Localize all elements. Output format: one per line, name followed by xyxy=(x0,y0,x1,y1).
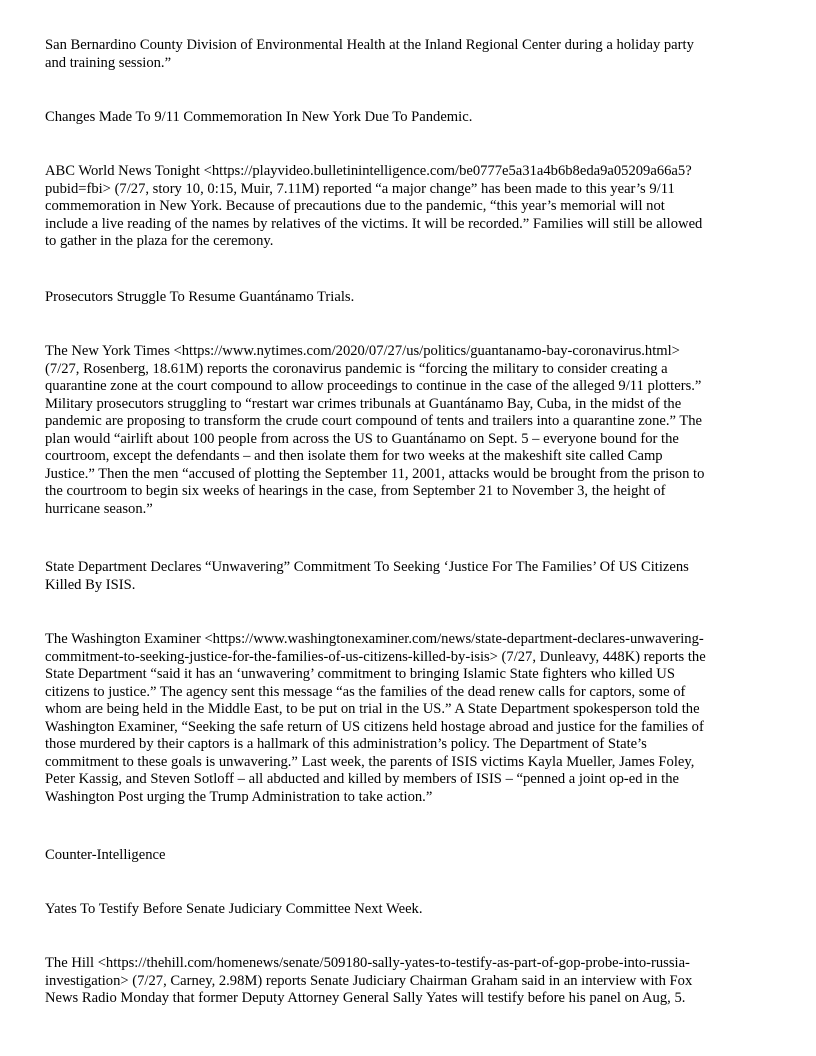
body-paragraph-continued: San Bernardino County Division of Environmental Health at the Inland Regional Center during a holiday party and training session.” xyxy=(45,37,694,71)
article-new-york-times: The New York Times <https://www.nytimes.com/2020/07/27/us/politics/guantanamo-bay-coronavirus.html> (7/27, Rosenberg, 18.61M) reports the coronavirus pandemic is “forcing the military to consider creating a quarantine zone at the court compound to allow proceedings to continue in the case of the alleged 9/11 plotters.” Military prosecutors struggling to “restart war crimes tribunals at Guantánamo Bay, Cuba, in the midst of the pandemic are proposing to transform the crude court compound of tents and trailers into a quarantine zone.” The plan would “airlift about 100 people from across the US to Guantánamo on Sept. 5 – everyone bound for the courtroom, except the defendants – and then isolate them for two weeks at the makeshift site called Camp Justice.” Then the men “accused of plotting the September 11, 2001, attacks would be brought from the prison to the courtroom to begin six weeks of hearings in the case, from September 21 to November 3, the height of hurricane season.” xyxy=(45,343,705,517)
article-the-hill: The Hill <https://thehill.com/homenews/senate/509180-sally-yates-to-testify-as-part-of-gop-probe-into-russia- investigation> (7/27, Carney, 2.98M) reports Senate Judiciary Chairman Graham said in an interview with Fox News Radio Monday that former Deputy Attorney General Sally Yates will testify before his panel on Aug, 5. xyxy=(45,955,693,1006)
headline-911-commemoration: Changes Made To 9/11 Commemoration In New York Due To Pandemic. xyxy=(45,109,473,125)
headline-state-department: State Department Declares “Unwavering” Commitment To Seeking ‘Justice For The Families’ Of US Citizens Killed By ISIS. xyxy=(45,559,689,593)
article-abc-world-news: ABC World News Tonight <https://playvideo.bulletinintelligence.com/be0777e5a31a4b6b8eda9a05209a66a5? pubid=fbi> (7/27, story 10, 0:15, Muir, 7.11M) reported “a major change” has been made to this year’s 9/11 commemoration in New York. Because of precautions due to the pandemic, “this year’s memorial will not include a live reading of the names by relatives of the victims. It will be recorded.” Families will still be allowed to gather in the plaza for the ceremony. xyxy=(45,163,703,249)
article-washington-examiner: The Washington Examiner <https://www.washingtonexaminer.com/news/state-department-declares-unwavering- commitment-to-seeking-justice-for-the-families-of-us-citizens-killed-by-isis> (7/27, Dunleavy, 448K) reports the State Department “said it has an ‘unwavering’ commitment to bringing Islamic State fighters who killed US citizens to justice.” The agency sent this message “as the families of the dead renew calls for captors, some of whom are being held in the Middle East, to be put on trial in the US.” A State Department spokesperson told the Washington Examiner, “Seeking the safe return of US citizens held hostage abroad and justice for the families of those murdered by their captors is a hallmark of this administration’s policy. The Department of State’s commitment to these goals is unwavering.” Last week, the parents of ISIS victims Kayla Mueller, James Foley, Peter Kassig, and Steven Sotloff – all abducted and killed by members of ISIS – “penned a joint op-ed in the Washington Post urging the Trump Administration to take action.” xyxy=(45,631,706,805)
section-heading-counter-intelligence: Counter-Intelligence xyxy=(45,847,166,863)
headline-guantanamo-trials: Prosecutors Struggle To Resume Guantánamo Trials. xyxy=(45,289,355,305)
headline-yates-testify: Yates To Testify Before Senate Judiciary Committee Next Week. xyxy=(45,901,423,917)
